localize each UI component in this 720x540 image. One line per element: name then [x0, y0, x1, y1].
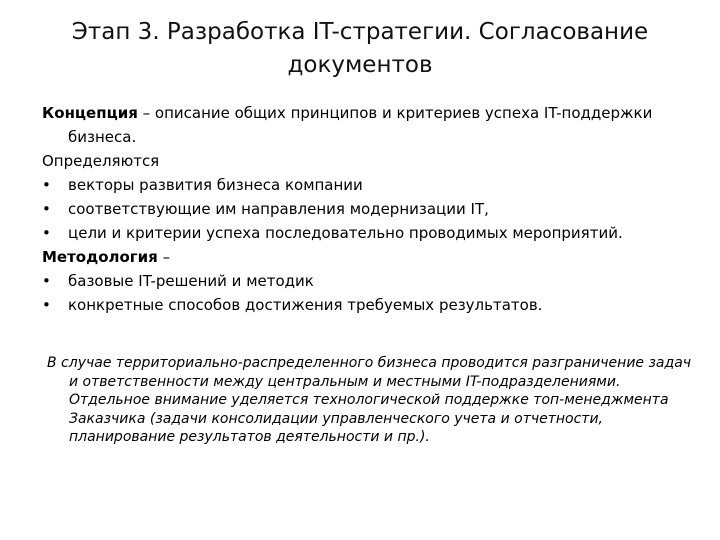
- list-item: [42, 293, 682, 317]
- note-paragraph: В случае территориально-распределенного бизнеса проводится разграничение задач и ответственности между центральным и местными IT-подразделениями. Отдельное внимание уделяется технологической поддержке топ-менеджмента Заказчика (задачи консолидации управленческого учета и отчетности, планирование результатов деятельности и пр.).: [47, 355, 692, 445]
- concept-paragraph: [42, 101, 682, 149]
- slide-title: [60, 16, 660, 82]
- methodology-text: –: [157, 248, 171, 266]
- title-line-1: Этап 3. Разработка IT-стратегии. Согласование: [71, 19, 649, 45]
- methodology-list: [42, 269, 682, 317]
- list-item-text: цели и критерии успеха последовательно проводимых мероприятий.: [68, 224, 623, 242]
- concept-term: Концепция: [42, 104, 138, 122]
- list-item-text: конкретные способов достижения требуемых результатов.: [68, 296, 543, 314]
- defined-list: [42, 173, 682, 245]
- slide-body: [42, 101, 682, 317]
- concept-text: – описание общих принципов и критериев успеха IT-поддержки бизнеса.: [68, 104, 653, 146]
- defined-label: Определяются: [42, 152, 160, 170]
- list-item: [42, 173, 682, 197]
- list-item-text: базовые IT-решений и методик: [68, 272, 314, 290]
- bullet-icon: •: [42, 296, 51, 314]
- list-item: [42, 221, 682, 245]
- bullet-icon: •: [42, 272, 51, 290]
- title-line-2: документов: [287, 52, 433, 78]
- list-item: [42, 269, 682, 293]
- list-item-text: векторы развития бизнеса компании: [68, 176, 363, 194]
- bullet-icon: •: [42, 224, 51, 242]
- list-item-text: соответствующие им направления модернизации IT,: [68, 200, 489, 218]
- list-item: [42, 197, 682, 221]
- methodology-term: Методология: [42, 248, 158, 266]
- methodology-paragraph: [42, 245, 682, 269]
- bullet-icon: •: [42, 200, 51, 218]
- bullet-icon: •: [42, 176, 51, 194]
